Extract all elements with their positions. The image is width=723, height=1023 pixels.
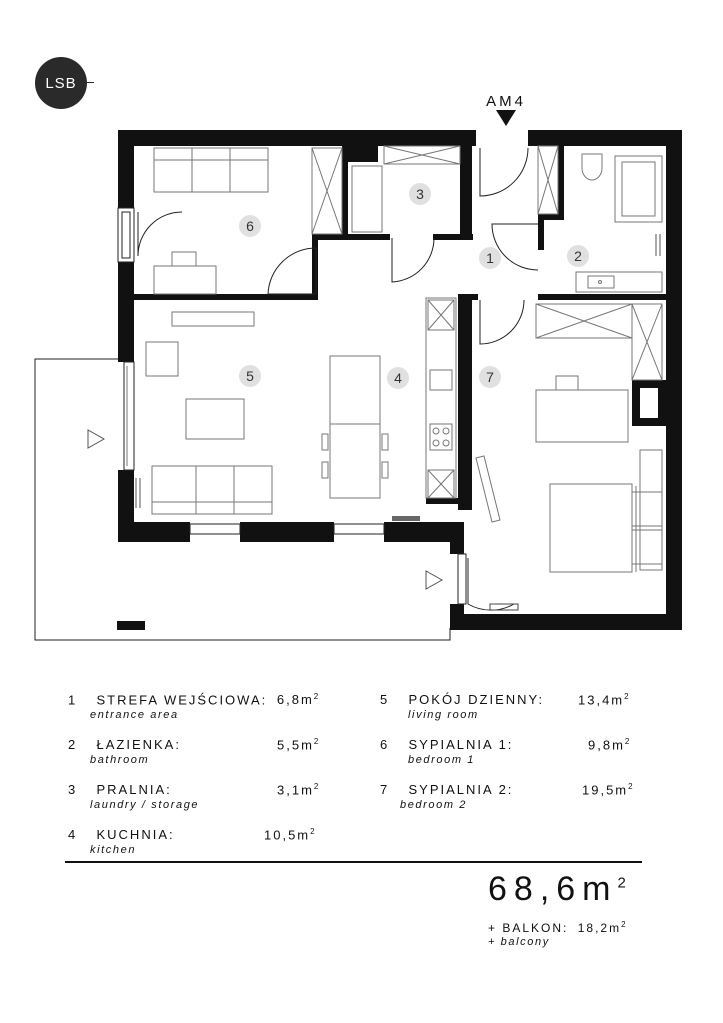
legend-room-1-area: 6,8m [276,692,314,708]
balcony-sub: + balcony [488,936,550,948]
legend-room-4 [68,827,175,842]
logo: LSB [35,57,87,109]
legend-room-4-area-wrap [264,827,317,842]
legend-room-3-sub: laundry / storage [90,799,200,811]
room-marker-1: 1 [486,250,494,266]
legend-room-6-name: SYPIALNIA 1: [408,737,514,752]
legend-room-6-num: 6 [380,737,390,752]
legend-room-3-area-wrap [277,782,320,797]
balcony-window-line [126,366,128,466]
legend-room-2 [68,737,181,752]
legend-room-2-area-wrap [277,737,320,752]
bathroom-radiator [656,234,660,256]
legend-room-2-num: 2 [68,737,78,752]
balcony-area-sup: 2 [621,920,628,929]
room-marker-4: 4 [394,370,402,386]
legend-room-7-sub: bedroom 2 [400,799,467,811]
legend-room-4-sub: kitchen [90,844,137,856]
legend-room-5 [380,692,544,707]
legend-room-3 [68,782,172,797]
entrance-arrow-icon [496,110,516,126]
legend-room-7 [380,782,513,797]
total-area-sup: 2 [617,874,626,892]
niche [640,388,658,418]
legend-room-7-area-wrap [582,782,635,797]
balcony-area-value: 18,2m [577,921,622,935]
legend-room-5-area: 13,4m [578,692,625,708]
room-marker-6: 6 [246,218,254,234]
legend-room-1-name: STREFA WEJŚCIOWA: [96,692,268,708]
legend-room-7-area: 19,5m [582,782,629,798]
divider [65,861,642,863]
bedroom-radiator [136,478,140,508]
legend-room-5-name: POKÓJ DZIENNY: [408,692,545,707]
legend-room-1 [68,692,320,707]
legend-room-6 [380,737,513,752]
legend-room-5-num: 5 [380,692,390,707]
legend-room-3-name: PRALNIA: [96,782,172,797]
balcony-arrow-icon [88,430,104,448]
unit-code: AM4 [486,93,526,110]
balcony-area [35,359,450,640]
legend-room-2-name: ŁAZIENKA: [96,737,181,752]
legend-room-5-area-wrap [578,692,631,707]
legend-room-4-area: 10,5m [264,827,311,843]
room-marker-2: 2 [574,248,582,264]
legend-room-7-num: 7 [380,782,390,797]
legend-room-7-name: SYPIALNIA 2: [408,782,514,797]
doors [138,148,538,610]
legend-room-3-num: 3 [68,782,78,797]
total-area [488,870,626,909]
total-area-value: 68,6m [488,870,618,908]
legend-room-6-area-wrap [588,737,631,752]
entrance-gap [476,130,528,146]
room-marker-5: 5 [246,368,254,384]
door-mat-2 [392,516,420,521]
legend-room-5-sub: living room [408,709,479,721]
legend-room-2-sup: 2 [313,737,321,746]
balcony-arrow-icon-2 [426,571,442,589]
room-marker-3: 3 [416,186,424,202]
legend-room-6-area: 9,8m [588,737,625,753]
balcony-label: + BALKON: [488,921,569,935]
legend-room-6-sub: bedroom 1 [408,754,475,766]
legend-room-2-area: 5,5m [277,737,314,753]
furniture [146,146,662,572]
balcony-line [488,920,628,935]
legend-room-1-num: 1 [68,692,78,708]
legend-room-4-name: KUCHNIA: [96,827,175,842]
windows [118,208,466,604]
legend-room-1-sup: 2 [313,692,321,701]
legend-room-1-sub: entrance area [90,709,179,721]
legend-room-2-sub: bathroom [90,754,150,766]
room-markers [239,183,589,389]
legend-room-4-num: 4 [68,827,78,842]
legend-room-5-sup: 2 [624,692,631,701]
legend-room-6-sup: 2 [624,737,632,746]
entrance-mat [490,604,518,610]
room-marker-7: 7 [486,369,494,385]
legend-room-7-sup: 2 [628,782,635,791]
legend-room-3-sup: 2 [313,782,321,791]
interior-walls [134,146,666,510]
legend-room-3-area: 3,1m [277,782,314,798]
legend-room-4-sup: 2 [310,827,317,836]
balcony-drain [117,621,145,630]
